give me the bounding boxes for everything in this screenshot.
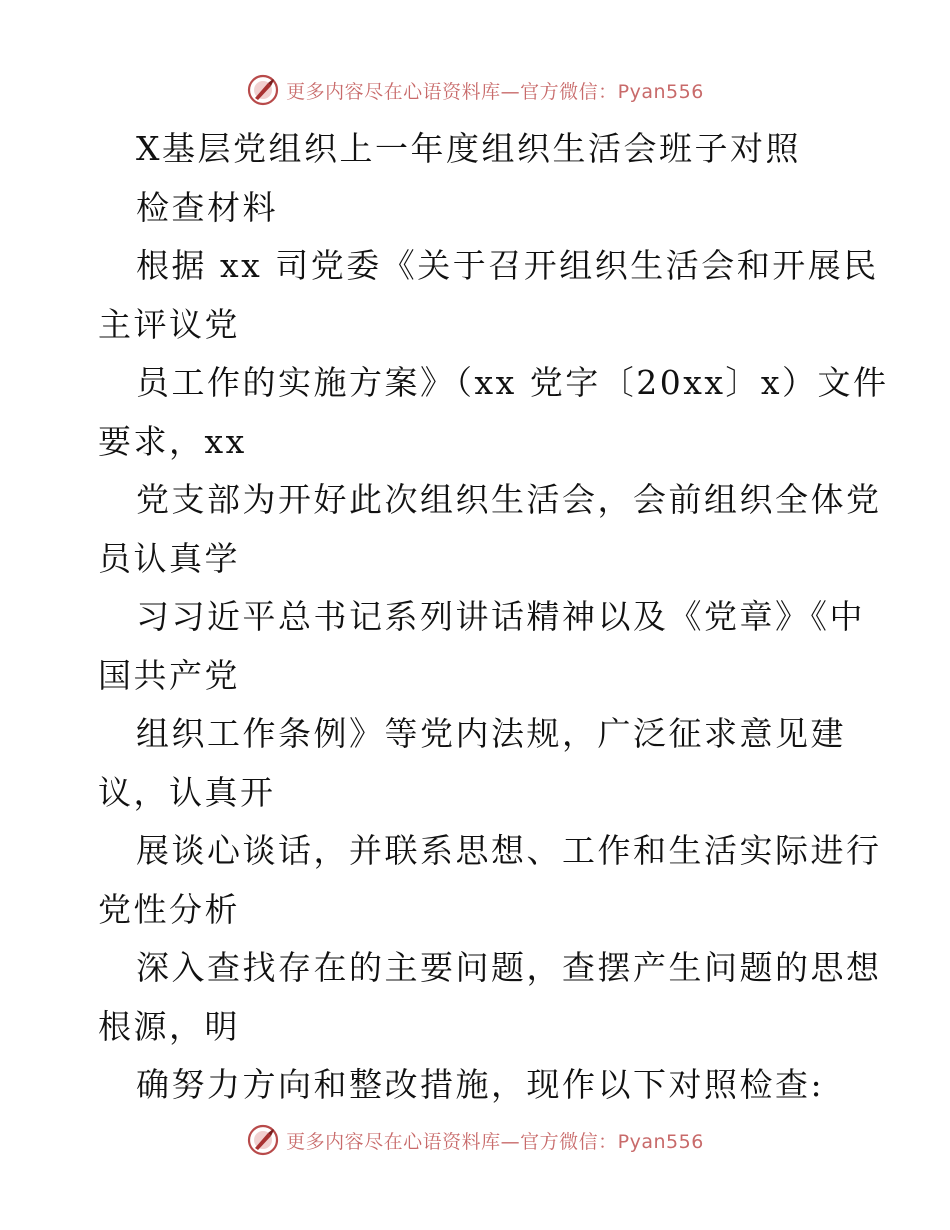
document-line: 确努力方向和整改措施，现作以下对照检查: — [136, 1065, 825, 1104]
document-body — [98, 120, 889, 1115]
document-line: 国共产党 — [98, 655, 240, 695]
pen-seal-icon — [246, 73, 280, 107]
document-line: 习习近平总书记系列讲话精神以及《党章》《中 — [136, 597, 865, 636]
document-line: 主评议党 — [98, 304, 240, 344]
watermark-text: 更多内容尽在心语资料库—官方微信：Pyan556 — [286, 80, 704, 103]
document-line: 员工作的实施方案》（xx 党字〔20xx〕x）文件 — [136, 363, 889, 402]
document-line: 展谈心谈话，并联系思想、工作和生活实际进行 — [136, 831, 882, 870]
document-line: 党支部为开好此次组织生活会，会前组织全体党 — [136, 480, 882, 519]
watermark-text: 更多内容尽在心语资料库—官方微信：Pyan556 — [286, 1130, 704, 1153]
document-line: 检查材料 — [136, 187, 278, 227]
document-line: 员认真学 — [98, 538, 240, 578]
document-line: 议，认真开 — [98, 772, 276, 812]
document-line: 根据 xx 司党委《关于召开组织生活会和开展民 — [136, 246, 879, 285]
document-line: 要求，xx — [98, 421, 247, 461]
document-line: X基层党组织上一年度组织生活会班子对照 — [136, 129, 801, 168]
document-line: 深入查找存在的主要问题，查摆产生问题的思想 — [136, 948, 882, 987]
document-line: 根源，明 — [98, 1006, 240, 1046]
footer-watermark — [0, 1120, 950, 1160]
pen-seal-icon — [246, 1123, 280, 1157]
document-line: 党性分析 — [98, 889, 240, 929]
header-watermark — [0, 70, 950, 110]
document-line: 组织工作条例》等党内法规，广泛征求意见建 — [136, 714, 846, 753]
